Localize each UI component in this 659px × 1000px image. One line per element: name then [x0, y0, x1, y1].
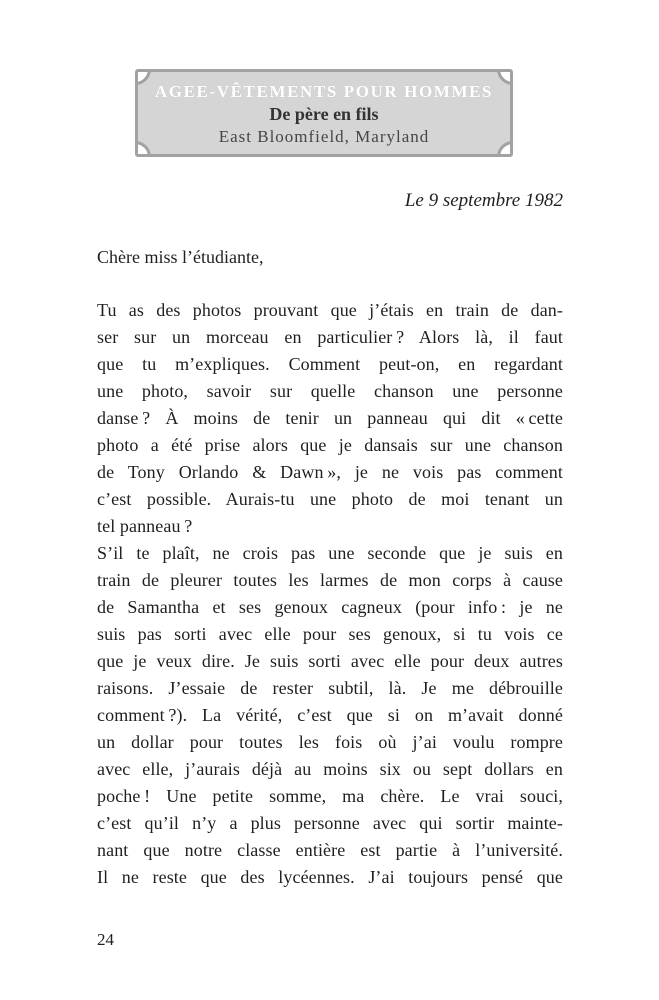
letter-date: Le 9 septembre 1982: [404, 190, 563, 211]
letter-line: que je veux dire. Je suis sorti avec elle pour deux autres: [97, 651, 563, 671]
page-number: 24: [97, 930, 114, 949]
letter-line: une photo, savoir sur quelle chanson une personne: [97, 381, 563, 401]
letter-line: comment ?). La vérité, c’est que si on m’avait donné: [97, 705, 563, 725]
letter-line: de Tony Orlando & Dawn », je ne vois pas comment: [97, 462, 563, 482]
letter-line: tel panneau ?: [97, 516, 193, 536]
letter-line: train de pleurer toutes les larmes de mon corps à cause: [97, 570, 563, 590]
letter-line: c’est possible. Aurais-tu une photo de moi tenant un: [97, 489, 563, 509]
letter-line: S’il te plaît, ne crois pas une seconde que je suis en: [97, 543, 563, 563]
letter-line: Il ne reste que des lycéennes. J’ai toujours pensé que: [97, 867, 563, 887]
letter-line: raisons. J’essaie de rester subtil, là. Je me débrouille: [97, 678, 563, 698]
letter-line: photo a été prise alors que je dansais sur une chanson: [97, 435, 563, 455]
letter-paragraph: [97, 540, 563, 891]
letterhead-slogan: De père en fils: [269, 104, 379, 124]
letter-line: Tu as des photos prouvant que j’étais en train de dan-: [97, 300, 563, 320]
letterhead-plaque: [135, 69, 513, 157]
letter-line: danse ? À moins de tenir un panneau qui dit « cette: [97, 408, 563, 428]
letter-line: avec elle, j’aurais déjà au moins six ou sept dollars en: [97, 759, 563, 779]
letter-line: un dollar pour toutes les fois où j’ai voulu rompre: [97, 732, 563, 752]
letter-line: nant que notre classe entière est partie à l’université.: [97, 840, 563, 860]
letter-line: ser sur un morceau en particulier ? Alors là, il faut: [97, 327, 563, 347]
letter-body: [97, 297, 563, 891]
letter-paragraph: [97, 297, 563, 540]
letterhead-location: East Bloomfield, Maryland: [218, 127, 430, 146]
letter-line: que tu m’expliques. Comment peut-on, en regardant: [97, 354, 563, 374]
letter-line: suis pas sorti avec elle pour ses genoux, si tu vois ce: [97, 624, 563, 644]
letter-line: c’est qu’il n’y a plus personne avec qui sortir mainte-: [97, 813, 563, 833]
letterhead-company-name: AGEE-VÊTEMENTS POUR HOMMES: [154, 82, 494, 101]
letter-line: de Samantha et ses genoux cagneux (pour info : je ne: [97, 597, 563, 617]
letter-salutation: Chère miss l’étudiante,: [97, 247, 264, 267]
letter-line: poche ! Une petite somme, ma chère. Le vrai souci,: [97, 786, 563, 806]
